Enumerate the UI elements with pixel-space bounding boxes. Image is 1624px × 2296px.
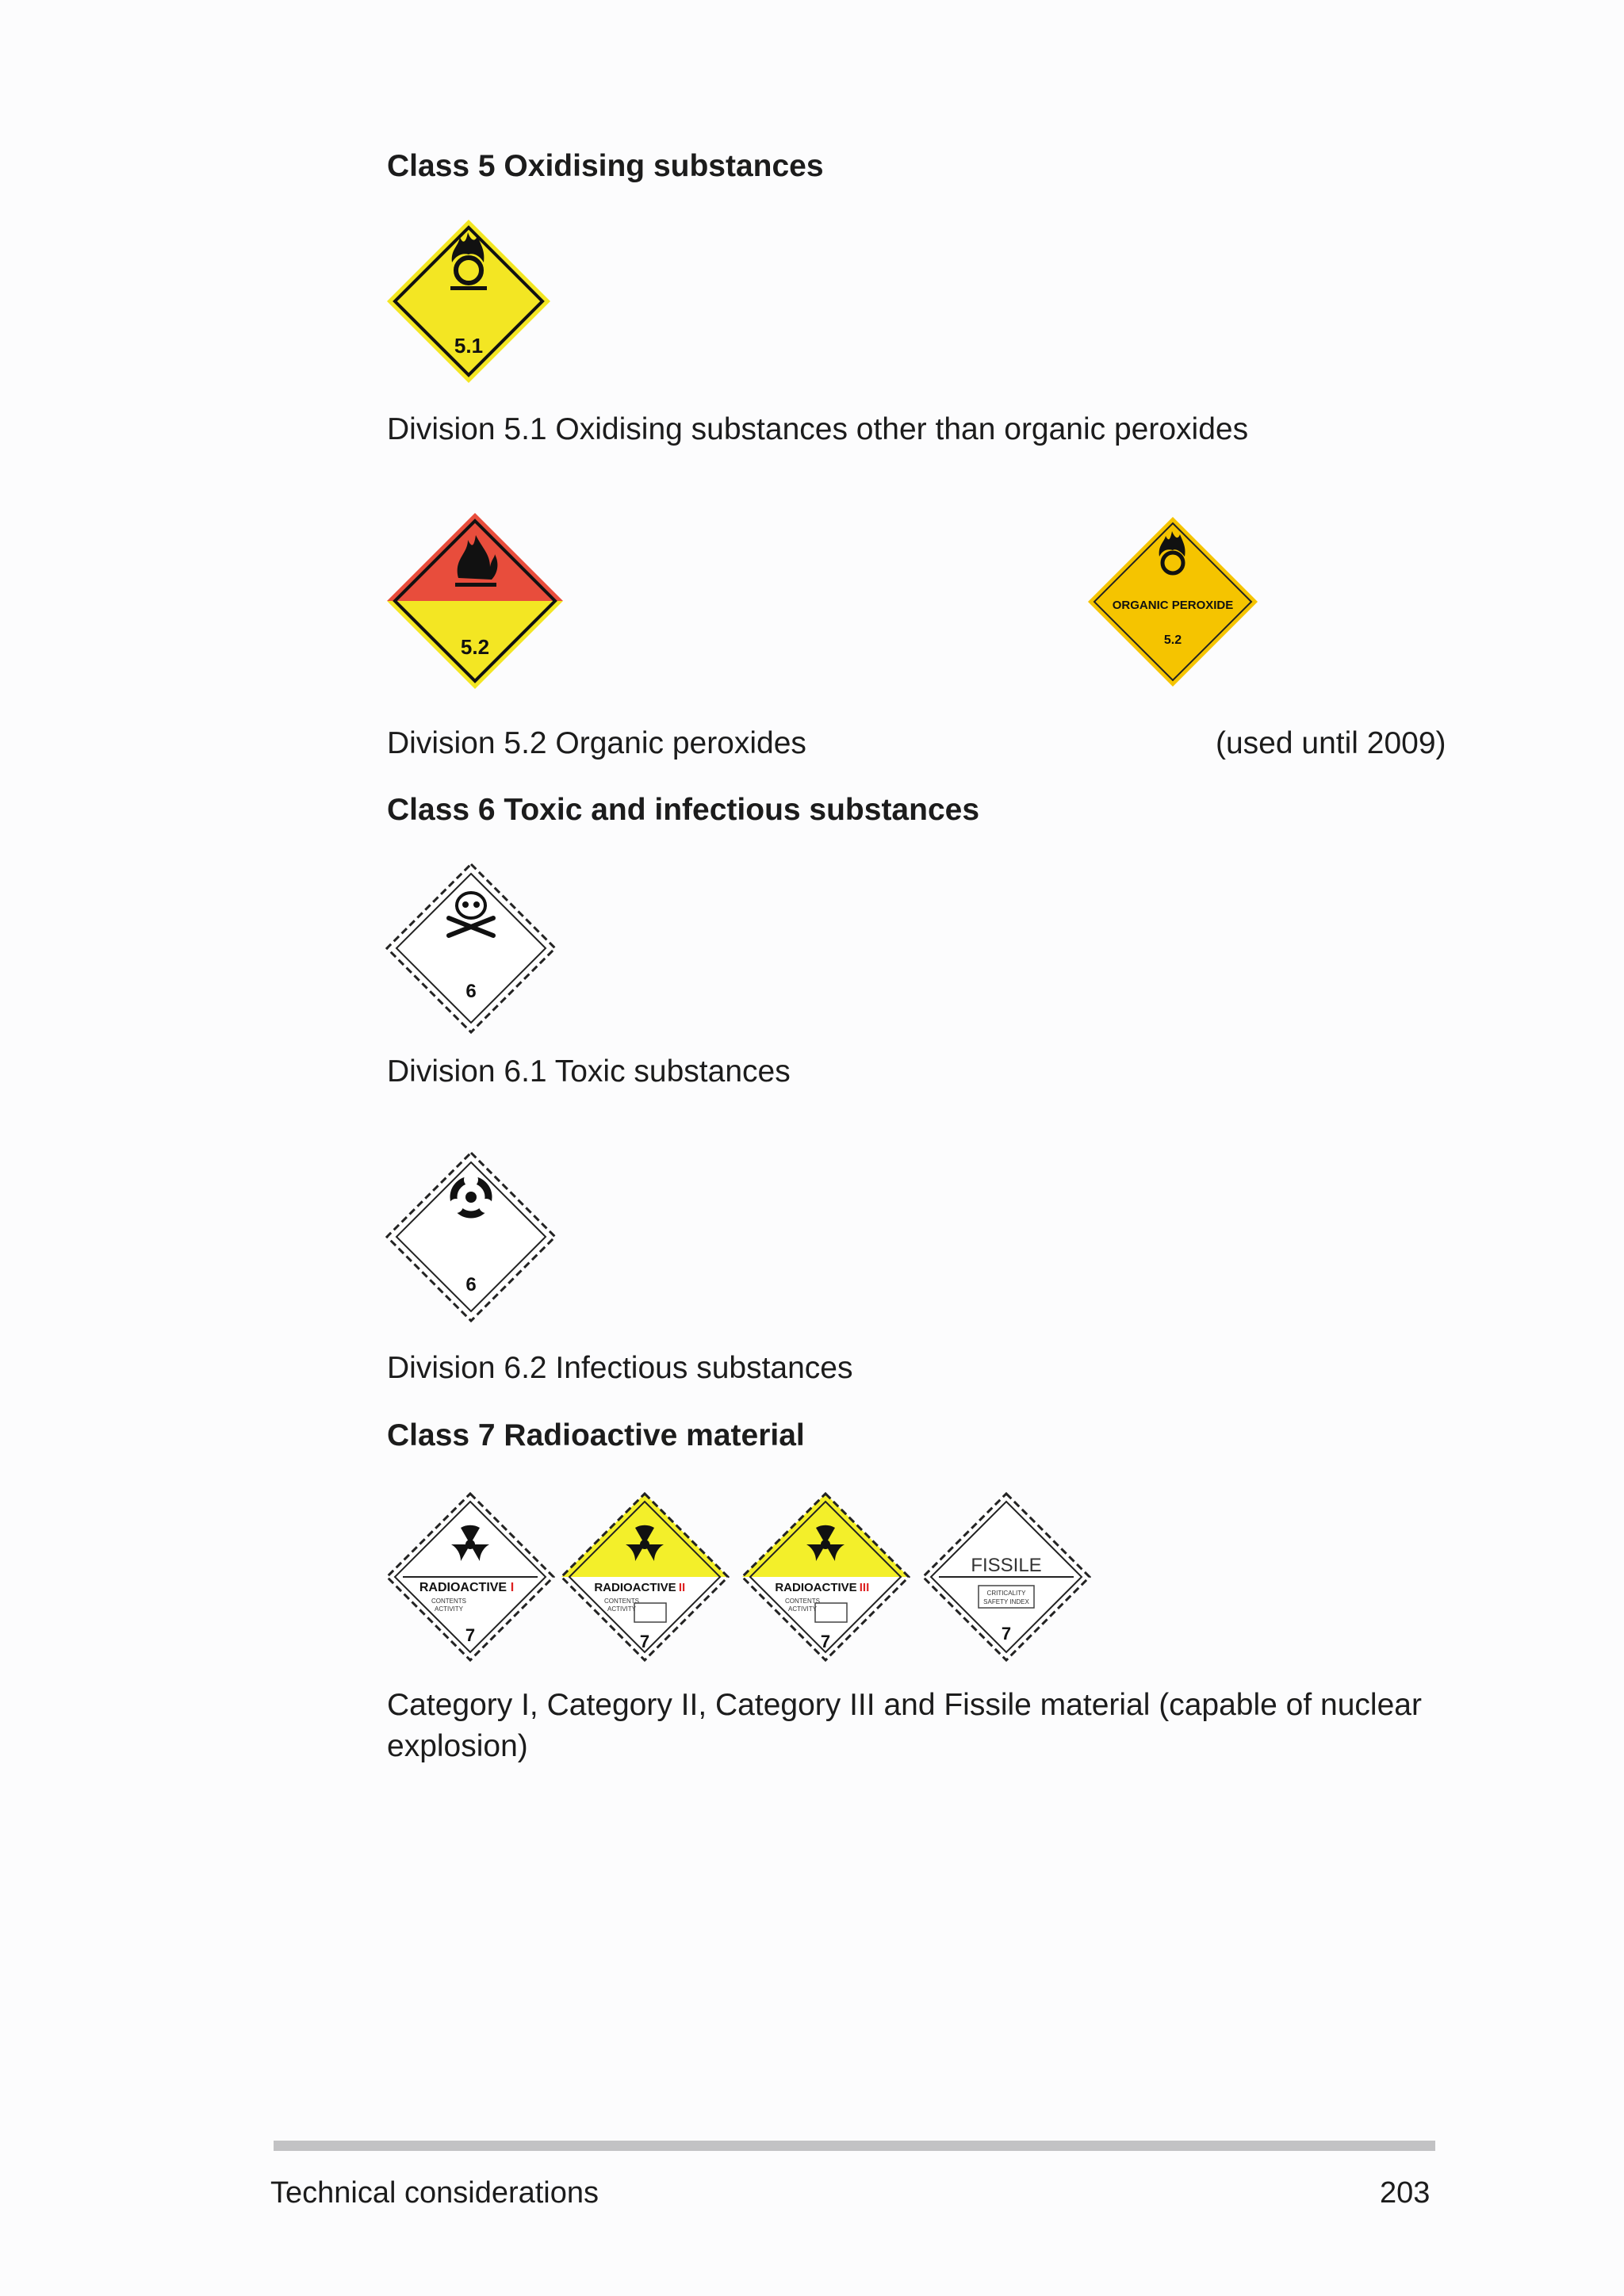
label-sub2: SAFETY INDEX [983, 1598, 1029, 1605]
label-number: 6 [465, 981, 477, 1002]
div61-caption: Division 6.1 Toxic substances [387, 1054, 791, 1089]
label-sub: CONTENTS [431, 1598, 466, 1605]
organic-peroxide-text: ORGANIC PEROXIDE [1112, 599, 1234, 612]
label-sub: CONTENTS [604, 1598, 639, 1605]
label-sub2: ACTIVITY [607, 1605, 637, 1613]
label-category: III [859, 1581, 870, 1594]
label-title: RADIOACTIVE [419, 1581, 508, 1594]
page-number: 203 [1380, 2176, 1431, 2210]
div52-old-caption: (used until 2009) [1216, 726, 1446, 760]
label-category: II [678, 1581, 686, 1594]
label-title: RADIOACTIVE [594, 1581, 676, 1594]
label-number: 5.1 [454, 334, 484, 358]
div51-caption: Division 5.1 Oxidising substances other than organic peroxides [387, 412, 1249, 446]
label-number: 6 [465, 1274, 477, 1295]
label-sub2: ACTIVITY [434, 1605, 464, 1613]
organic-peroxide-label-5-2 [385, 511, 565, 691]
oxidizer-label-5-1 [385, 218, 552, 385]
toxic-label-6-1 [385, 863, 557, 1034]
infectious-label-6-2 [385, 1151, 557, 1322]
label-sub: CONTENTS [785, 1598, 820, 1605]
class6-heading: Class 6 Toxic and infectious substances [387, 793, 980, 827]
label-number: 5.2 [1163, 633, 1182, 647]
radioactive-category-1-label [385, 1492, 555, 1662]
organic-peroxide-old-label [1086, 515, 1259, 688]
label-title: FISSILE [971, 1555, 1042, 1576]
label-sub2: ACTIVITY [787, 1605, 818, 1613]
fissile-label [921, 1492, 1091, 1662]
label-number: 7 [465, 1625, 476, 1645]
class7-heading: Class 7 Radioactive material [387, 1418, 805, 1452]
footer-section: Technical considerations [270, 2176, 599, 2210]
class5-heading: Class 5 Oxidising substances [387, 149, 824, 183]
label-category: I [510, 1581, 515, 1594]
footer-rule [274, 2141, 1435, 2151]
div52-caption: Division 5.2 Organic peroxides [387, 726, 806, 760]
label-number: 7 [639, 1632, 650, 1651]
label-title: RADIOACTIVE [775, 1581, 857, 1594]
class7-caption: Category I, Category II, Category III and Fissile material (capable of nuclear explosion) [387, 1688, 1422, 1763]
label-number: 5.2 [460, 635, 490, 659]
radioactive-category-2-label [560, 1492, 730, 1662]
radioactive-category-3-label [741, 1492, 910, 1662]
div62-caption: Division 6.2 Infectious substances [387, 1351, 853, 1385]
label-number: 7 [820, 1632, 831, 1651]
label-sub: CRITICALITY [986, 1590, 1026, 1597]
label-number: 7 [1001, 1624, 1012, 1644]
